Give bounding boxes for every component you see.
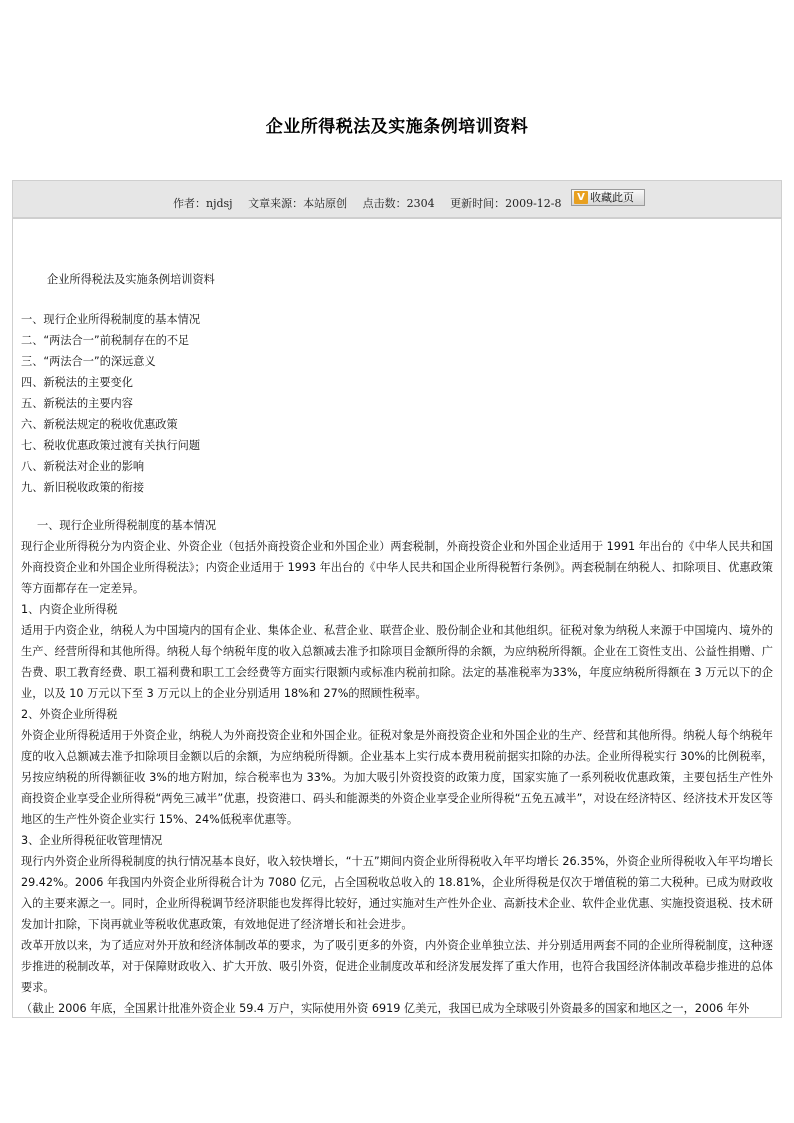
toc-item: 八、新税法对企业的影响 bbox=[21, 460, 145, 473]
paragraph: 现行内外资企业所得税制度的执行情况基本良好，收入较快增长，“十五”期间内资企业所得税收入年平均增长 26.35%，外资企业所得税收入年平均增长 29.42%。2006 年我国内外资企业所得税合计为 7080 亿元，占全国税收总收入的 18.81%，企业所得税是仅次于增值税的第二大税种。已成为财政收入的主要来源之一。同时，企业所得税调节经济职能也发挥得比较好，通过实施对生产性外企业、高新技术企业、软件企业优惠、实施投资退税、技术研发加计扣除，下岗再就业等税收优惠政策，有效地促进了经济增长和社会进步。 bbox=[21, 855, 773, 931]
author-info: 作者：njdsj bbox=[173, 197, 233, 210]
article-meta-bar bbox=[12, 180, 782, 218]
source-info: 文章来源：本站原创 bbox=[248, 197, 348, 210]
toc-item: 四、新税法的主要变化 bbox=[21, 376, 133, 389]
toc-item: 一、现行企业所得税制度的基本情况 bbox=[21, 313, 201, 326]
section-heading: 一、现行企业所得税制度的基本情况 bbox=[37, 519, 217, 532]
paragraph: （截止 2006 年底，全国累计批准外资企业 59.4 万户，实际使用外资 6919 亿美元，我国已成为全球吸引外资最多的国家和地区之一，2006 年外 bbox=[21, 1002, 750, 1015]
favorite-label: 收藏此页 bbox=[590, 191, 634, 204]
article-meta bbox=[173, 195, 574, 211]
toc-item: 七、税收优惠政策过渡有关执行问题 bbox=[21, 439, 201, 452]
subsection-heading: 2、外资企业所得税 bbox=[21, 708, 118, 721]
article-content-box bbox=[12, 218, 782, 1018]
article-subtitle: 企业所得税法及实施条例培训资料 bbox=[47, 273, 215, 286]
table-of-contents bbox=[21, 309, 200, 498]
subsection-heading: 1、内资企业所得税 bbox=[21, 603, 118, 616]
toc-item: 五、新税法的主要内容 bbox=[21, 397, 133, 410]
toc-item: 九、新旧税收政策的衔接 bbox=[21, 481, 145, 494]
article-text bbox=[21, 515, 773, 1018]
toc-item: 六、新税法规定的税收优惠政策 bbox=[21, 418, 178, 431]
subsection-heading: 3、企业所得税征收管理情况 bbox=[21, 834, 163, 847]
click-count: 点击数：2304 bbox=[362, 197, 435, 210]
page-title: 企业所得税法及实施条例培训资料 bbox=[265, 117, 529, 137]
star-icon: V bbox=[574, 191, 588, 204]
toc-item: 二、“两法合一”前税制存在的不足 bbox=[21, 334, 190, 347]
paragraph: 现行企业所得税分为内资企业、外资企业（包括外商投资企业和外国企业）两套税制，外商投资企业和外国企业适用于 1991 年出台的《中华人民共和国外商投资企业和外国企业所得税法》；内资企业适用于 1993 年出台的《中华人民共和国企业所得税暂行条例》。两套税制在纳税人、扣除项目、优惠政策等方面都存在一定差异。 bbox=[21, 540, 773, 595]
update-time: 更新时间：2009-12-8 bbox=[450, 197, 562, 210]
add-favorite-button[interactable] bbox=[571, 189, 645, 206]
paragraph: 改革开放以来，为了适应对外开放和经济体制改革的要求，为了吸引更多的外资，内外资企业单独立法、并分别适用两套不同的企业所得税制度，这种逐步推进的税制改革，对于保障财政收入、扩大开放、吸引外资，促进企业制度改革和经济发展发挥了重大作用，也符合我国经济体制改革稳步推进的总体要求。 bbox=[21, 939, 773, 994]
paragraph: 外资企业所得税适用于外资企业，纳税人为外商投资企业和外国企业。征税对象是外商投资企业和外国企业的生产、经营和其他所得。纳税人每个纳税年度的收入总额减去准予扣除项目金额以后的余额，为应纳税所得额。企业基本上实行成本费用税前据实扣除的办法。企业所得税实行 30%的比例税率，另按应纳税的所得额征收 3%的地方附加，综合税率也为 33%。为加大吸引外资投资的政策力度，国家实施了一系列税收优惠政策，主要包括生产性外商投资企业享受企业所得税“两免三减半”优惠，投资港口、码头和能源类的外资企业享受企业所得税“五免五减半”，对设在经济特区、经济技术开发区等地区的生产性外资企业实行 15%、24%低税率优惠等。 bbox=[21, 729, 773, 826]
paragraph: 适用于内资企业，纳税人为中国境内的国有企业、集体企业、私营企业、联营企业、股份制企业和其他组织。征税对象为纳税人来源于中国境内、境外的生产、经营所得和其他所得。纳税人每个纳税年度的收入总额减去准予扣除项目金额所得的余额，为应纳税所得额。企业在工资性支出、公益性捐赠、广告费、职工教育经费、职工福利费和职工工会经费等方面实行限额内或标准内税前扣除。法定的基准税率为33%，年度应纳税所得额在 3 万元以下的企业，以及 10 万元以下至 3 万元以上的企业分别适用 18%和 27%的照顾性税率。 bbox=[21, 624, 773, 700]
toc-item: 三、“两法合一”的深远意义 bbox=[21, 355, 156, 368]
